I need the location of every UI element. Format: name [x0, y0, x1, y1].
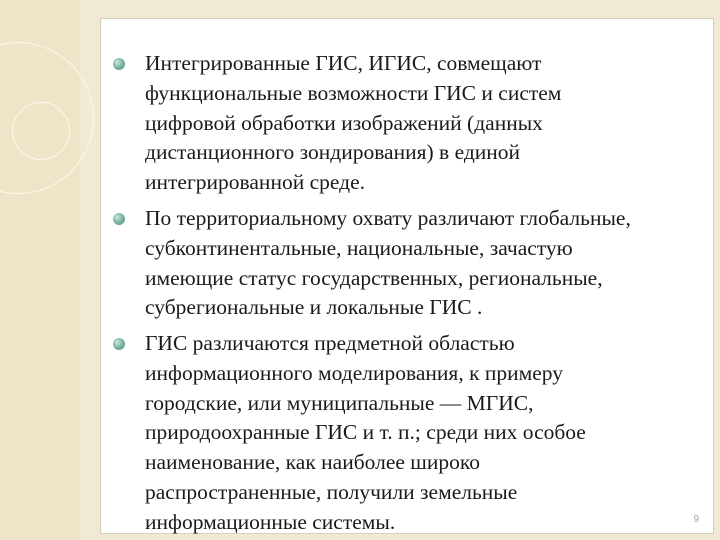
bullet-list: [145, 49, 710, 538]
decorative-circle-small: [12, 102, 70, 160]
page-number: 9: [693, 514, 699, 525]
bullet-item-territorial-coverage: [145, 204, 710, 329]
bullet-text: Интегрированные ГИС, ИГИС, совмещают функциональные возможности ГИС и систем цифровой обработки изображений (данных дистанционного зондирования) в единой интегрированной среде.: [145, 51, 562, 195]
bullet-item-integrated-gis: [145, 49, 710, 204]
bullet-dot-icon: [113, 338, 125, 350]
bullet-dot-icon: [113, 58, 125, 70]
slide-content-card: [100, 18, 714, 534]
bullet-item-subject-area: [145, 329, 710, 538]
bullet-text: По территориальному охвату различают глобальные, субконтинентальные, национальные, зачастую имеющие статус государственных, региональные, субрегиональные и локальные ГИС .: [145, 206, 631, 320]
bullet-dot-icon: [113, 213, 125, 225]
bullet-text: ГИС различаются предметной областью информационного моделирования, к примеру городские, или муниципальные — МГИС, природоохранные ГИС и т. п.; среди них особое наименование, как наиболее широко распространенные, получили земельные информационные системы.: [145, 331, 586, 534]
decorative-side-panel: [0, 0, 80, 540]
